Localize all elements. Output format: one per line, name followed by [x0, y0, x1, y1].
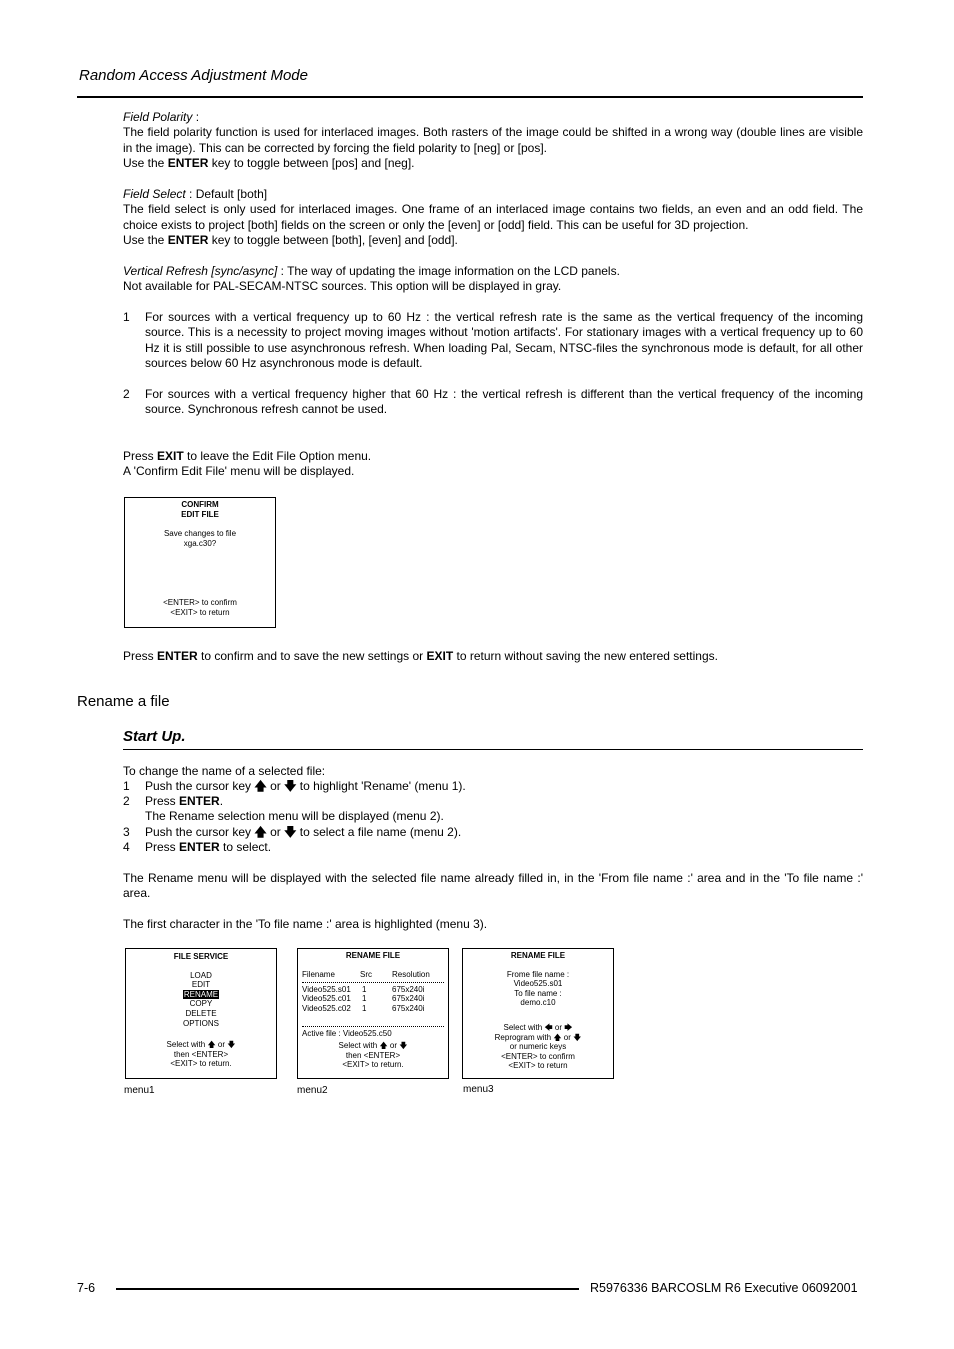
menu-item-edit[interactable]: EDIT — [191, 980, 211, 990]
menu3-numeric-hint: or numeric keys — [509, 1042, 567, 1052]
up-arrow-icon: 🡅 — [207, 1040, 216, 1049]
vertical-refresh-note: Not available for PAL-SECAM-NTSC sources. This option will be displayed in gray. — [123, 279, 562, 294]
vertical-refresh-sep: : The way of updating the image information on the LCD panels. — [277, 264, 620, 278]
startup-intro: To change the name of a selected file: — [123, 764, 326, 778]
up-arrow-icon: 🡅 — [254, 825, 267, 839]
menu2-enter-hint: then <ENTER> — [345, 1050, 401, 1060]
menu3-from-label: Frome file name : — [506, 969, 570, 979]
field-select-usage: Use the ENTER key to toggle between [both], [even] and [odd]. — [123, 233, 458, 248]
document-id: R5976336 BARCOSLM R6 Executive 06092001 — [590, 1281, 858, 1295]
menu-item-rename[interactable]: RENAME — [183, 989, 219, 999]
vertical-refresh-label: Vertical Refresh [sync/async] — [123, 264, 278, 278]
confirm-menu-title: CONFIRM — [181, 500, 219, 509]
down-arrow-icon: 🡇 — [399, 1040, 408, 1050]
up-arrow-icon: 🡅 — [379, 1040, 388, 1050]
up-arrow-icon: 🡅 — [553, 1032, 562, 1042]
menu3-to-label: To file name : — [514, 988, 562, 998]
file-service-menu — [125, 948, 277, 1079]
column-header: Filename — [302, 969, 335, 979]
menu3-to-value[interactable]: demo.c10 — [520, 998, 556, 1008]
confirm-menu-subtitle: EDIT FILE — [181, 509, 219, 519]
list-item-number: 2 — [123, 387, 130, 401]
confirm-menu-enter-hint: <ENTER> to confirm — [163, 598, 237, 607]
header-divider — [77, 96, 863, 98]
menu3-title: RENAME FILE — [510, 951, 566, 960]
column-header: Src — [360, 969, 372, 979]
field-select-sep: : Default [both] — [185, 187, 268, 201]
confirm-edit-file-menu — [124, 497, 276, 628]
menu-item-load[interactable]: LOAD — [190, 970, 212, 980]
footer-divider — [116, 1288, 579, 1290]
menu3-from-value: Video525.s01 — [513, 979, 563, 989]
menu-item-delete[interactable]: DELETE — [185, 1008, 217, 1018]
menu-item-options[interactable]: OPTIONS — [182, 1018, 219, 1028]
field-select-block — [123, 187, 863, 249]
up-arrow-icon: 🡅 — [254, 779, 267, 793]
field-polarity-usage: Use the ENTER key to toggle between [pos] and [neg]. — [123, 156, 415, 171]
confirm-menu-exit-hint: <EXIT> to return — [170, 607, 230, 617]
menu3-caption: menu3 — [463, 1084, 494, 1095]
vertical-refresh-block — [123, 264, 863, 295]
confirm-menu-message: Save changes to file — [163, 529, 237, 539]
menu-item-copy[interactable]: COPY — [189, 999, 213, 1009]
step-number: 3 — [123, 825, 130, 839]
menu2-active-file: Active file : Video525.c50 — [302, 1029, 392, 1039]
highlight-description: The first character in the 'To file name :' area is highlighted (menu 3). — [123, 917, 488, 931]
rename-description: The Rename menu will be displayed with the selected file name already filled in, in the 'From file name :' area and in the 'To file name :' area. — [123, 871, 863, 901]
list-item-text: For sources with a vertical frequency up to 60 Hz : the vertical refresh rate is the same as the vertical frequency of the incoming source. This is a necessity to project moving images without 'motion artifacts'. For stationary images with a vertical frequency up to 60 Hz it is still possible to use asynchronous refresh. When loading Pal, Secam, NTSC-files the synchronous mode is default, for all other sources below 60 Hz asynchronous mode is default. — [145, 310, 863, 371]
subsection-title: Start Up. — [123, 728, 186, 745]
section-title: Rename a file — [77, 693, 170, 710]
rename-file-edit-menu — [462, 948, 614, 1079]
table-row[interactable]: Video525.s01 1 675x240i — [302, 984, 425, 994]
step-text: Push the cursor key 🡅 or 🡇 to highlight 'Rename' (menu 1). — [145, 779, 466, 793]
menu1-select-hint: Select with 🡅 or 🡇 — [166, 1040, 236, 1049]
menu2-divider — [302, 982, 444, 983]
menu2-header-row — [302, 970, 444, 980]
page-number: 7-6 — [77, 1281, 96, 1295]
page-header-title: Random Access Adjustment Mode — [79, 67, 308, 84]
menu2-divider — [302, 1026, 444, 1027]
step-text: Press ENTER. The Rename selection menu will be displayed (menu 2). — [145, 794, 444, 824]
column-header: Resolution — [392, 969, 430, 979]
field-polarity-block — [123, 110, 863, 172]
right-arrow-icon: 🡆 — [564, 1022, 573, 1032]
menu1-enter-hint: then <ENTER> — [173, 1049, 229, 1059]
field-select-desc: The field select is only used for interlaced images. One frame of an interlaced image contains two fields, an even and an odd field. The choice exists to project [both] fields on the screen or only the [even] or [odd] field. This can be useful for 3D projection. — [123, 202, 863, 232]
menu3-enter-hint: <ENTER> to confirm — [501, 1051, 575, 1061]
confirm-instructions: Press ENTER to confirm and to save the new settings or EXIT to return without saving the new entered settings. — [123, 649, 718, 663]
field-select-label: Field Select — [123, 187, 186, 201]
down-arrow-icon: 🡇 — [284, 825, 297, 839]
rename-file-selection-menu — [297, 948, 449, 1079]
subsection-divider — [123, 749, 863, 750]
field-polarity-sep: : — [192, 110, 200, 124]
down-arrow-icon: 🡇 — [573, 1032, 582, 1042]
menu1-exit-hint: <EXIT> to return. — [170, 1059, 232, 1069]
field-polarity-desc: The field polarity function is used for interlaced images. Both rasters of the image could be shifted in a wrong way (double lines are visible in the image). This can be corrected by forcing the field polarity to [neg] or [pos]. — [123, 125, 863, 155]
step-number: 4 — [123, 840, 130, 854]
menu2-title: RENAME FILE — [345, 951, 401, 960]
menu3-reprogram-hint: Reprogram with 🡅 or 🡇 — [494, 1032, 582, 1042]
menu1-title: FILE SERVICE — [173, 952, 229, 961]
menu2-caption: menu2 — [297, 1085, 328, 1096]
left-arrow-icon: 🡄 — [544, 1022, 553, 1032]
down-arrow-icon: 🡇 — [284, 779, 297, 793]
step-text: Push the cursor key 🡅 or 🡇 to select a file name (menu 2). — [145, 825, 462, 839]
menu3-exit-hint: <EXIT> to return — [508, 1061, 568, 1071]
table-row[interactable]: Video525.c01 1 675x240i — [302, 994, 425, 1004]
table-row[interactable]: Video525.c02 1 675x240i — [302, 1003, 425, 1013]
menu3-select-hint: Select with 🡄 or 🡆 — [503, 1022, 573, 1032]
field-polarity-label: Field Polarity — [123, 110, 193, 124]
list-item-number: 1 — [123, 310, 130, 324]
down-arrow-icon: 🡇 — [227, 1040, 236, 1049]
menu2-select-hint: Select with 🡅 or 🡇 — [338, 1040, 408, 1050]
menu1-caption: menu1 — [124, 1085, 155, 1096]
exit-instructions: Press EXIT to leave the Edit File Option menu. A 'Confirm Edit File' menu will be displayed. — [123, 449, 372, 479]
step-number: 1 — [123, 779, 130, 793]
menu2-exit-hint: <EXIT> to return. — [342, 1060, 404, 1070]
step-text: Press ENTER to select. — [145, 840, 272, 854]
step-number: 2 — [123, 794, 130, 808]
list-item-text: For sources with a vertical frequency higher that 60 Hz : the vertical refresh is different than the vertical frequency of the incoming source. Synchronous refresh cannot be used. — [145, 387, 863, 417]
confirm-menu-filename: xga.c30? — [183, 538, 217, 548]
